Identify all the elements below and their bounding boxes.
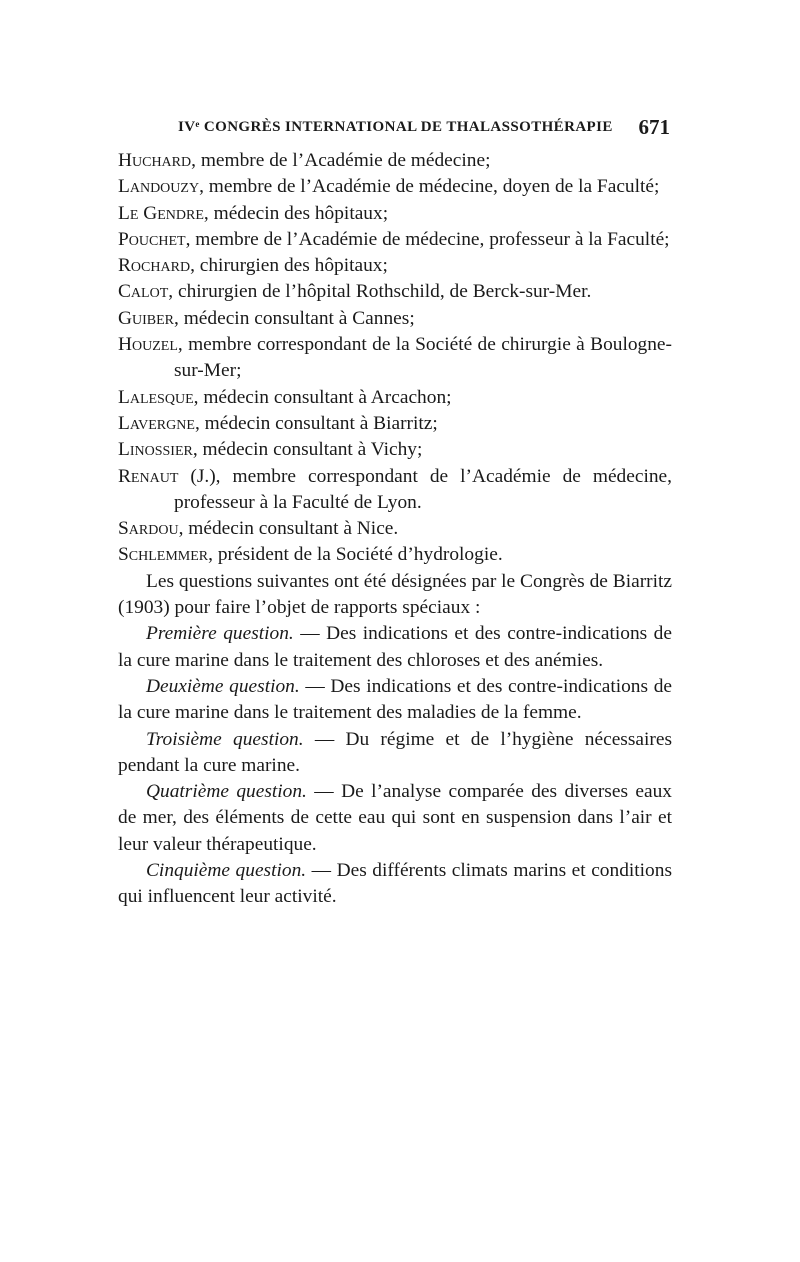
question-paragraph — [118, 858, 672, 911]
question-label: Cinquième question. — [146, 860, 307, 882]
list-item — [118, 279, 672, 305]
question-label: Deuxième question. — [146, 675, 300, 697]
list-item — [118, 385, 672, 411]
member-name: Lalesque — [118, 386, 194, 408]
list-item — [118, 332, 672, 385]
member-description: , membre de l’Académie de médecine, doyen de la Faculté; — [199, 176, 660, 198]
member-name: Le Gendre — [118, 202, 204, 224]
question-label: Troisième question. — [146, 728, 304, 750]
question-label: Première question. — [146, 623, 294, 645]
question-text: — Des différents climats marins et conditions qui influencent leur activité. — [118, 860, 672, 908]
member-description: , membre de l’Académie de médecine, professeur à la Faculté; — [185, 228, 670, 250]
member-name: Renaut — [118, 465, 179, 487]
member-description: , médecin consultant à Biarritz; — [194, 412, 438, 434]
member-list — [118, 148, 672, 569]
member-name: Schlemmer — [118, 544, 209, 566]
member-description: , membre correspondant de la Société de chirurgie à Boulogne-sur-Mer; — [174, 334, 672, 382]
member-description: , médecin consultant à Vichy; — [192, 439, 423, 461]
member-name: Sardou — [118, 518, 179, 540]
list-item — [118, 542, 672, 568]
member-name: Calot — [118, 281, 169, 303]
member-name: Huchard — [118, 150, 192, 171]
list-item — [118, 437, 672, 463]
question-text: — Des indications et des contre-indications de la cure marine dans le traitement des maladies de la femme. — [118, 675, 672, 724]
running-title: IVᵉ CONGRÈS INTERNATIONAL DE THALASSOTHÉRAPIE — [178, 119, 613, 135]
list-item — [118, 174, 672, 200]
member-description: , membre de l’Académie de médecine; — [191, 150, 491, 171]
member-name: Guiber — [118, 307, 175, 329]
member-name: Rochard — [118, 255, 191, 277]
question-text: — Du régime et de l’hygiène nécessaires pendant la cure marine. — [118, 728, 673, 776]
list-item — [118, 227, 672, 253]
question-list — [118, 621, 672, 910]
question-paragraph — [118, 621, 672, 674]
member-description: , médecin des hôpitaux; — [203, 202, 389, 224]
member-description: , médecin consultant à Nice. — [178, 518, 399, 540]
question-paragraph — [118, 779, 672, 858]
question-label: Quatrième question. — [146, 781, 307, 803]
list-item — [118, 306, 672, 332]
member-name: Landouzy — [118, 176, 200, 198]
list-item — [118, 516, 672, 542]
member-name: Houzel — [118, 334, 178, 356]
list-item — [118, 148, 672, 174]
list-item — [118, 411, 672, 437]
member-description: (J.), membre correspondant de l’Académie de médecine, professeur à la Faculté de Lyon. — [174, 465, 672, 513]
running-header — [178, 115, 670, 143]
page-number: 671 — [638, 115, 670, 139]
list-item — [118, 464, 672, 517]
question-text: — De l’analyse comparée des diverses eaux de mer, des éléments de cette eau qui sont en suspension dans l’air et leur valeur thérapeutique. — [118, 781, 672, 855]
member-name: Linossier — [118, 439, 193, 461]
page-body — [118, 148, 672, 911]
list-item — [118, 253, 672, 279]
member-description: , chirurgien de l’hôpital Rothschild, de Berck-sur-Mer. — [168, 281, 592, 303]
question-text: — Des indications et des contre-indications de la cure marine dans le traitement des chloroses et des anémies. — [118, 623, 672, 671]
member-description: , président de la Société d’hydrologie. — [208, 544, 503, 566]
member-description: , médecin consultant à Arcachon; — [193, 386, 452, 408]
member-name: Lavergne — [118, 412, 195, 434]
member-description: , médecin consultant à Cannes; — [174, 307, 415, 329]
question-paragraph — [118, 727, 672, 780]
member-name: Pouchet — [118, 228, 186, 250]
list-item — [118, 201, 672, 227]
intro-paragraph: Les questions suivantes ont été désignées par le Congrès de Biarritz (1903) pour faire l’objet de rapports spéciaux : — [118, 570, 672, 619]
member-description: , chirurgien des hôpitaux; — [190, 255, 388, 277]
question-paragraph — [118, 674, 672, 727]
